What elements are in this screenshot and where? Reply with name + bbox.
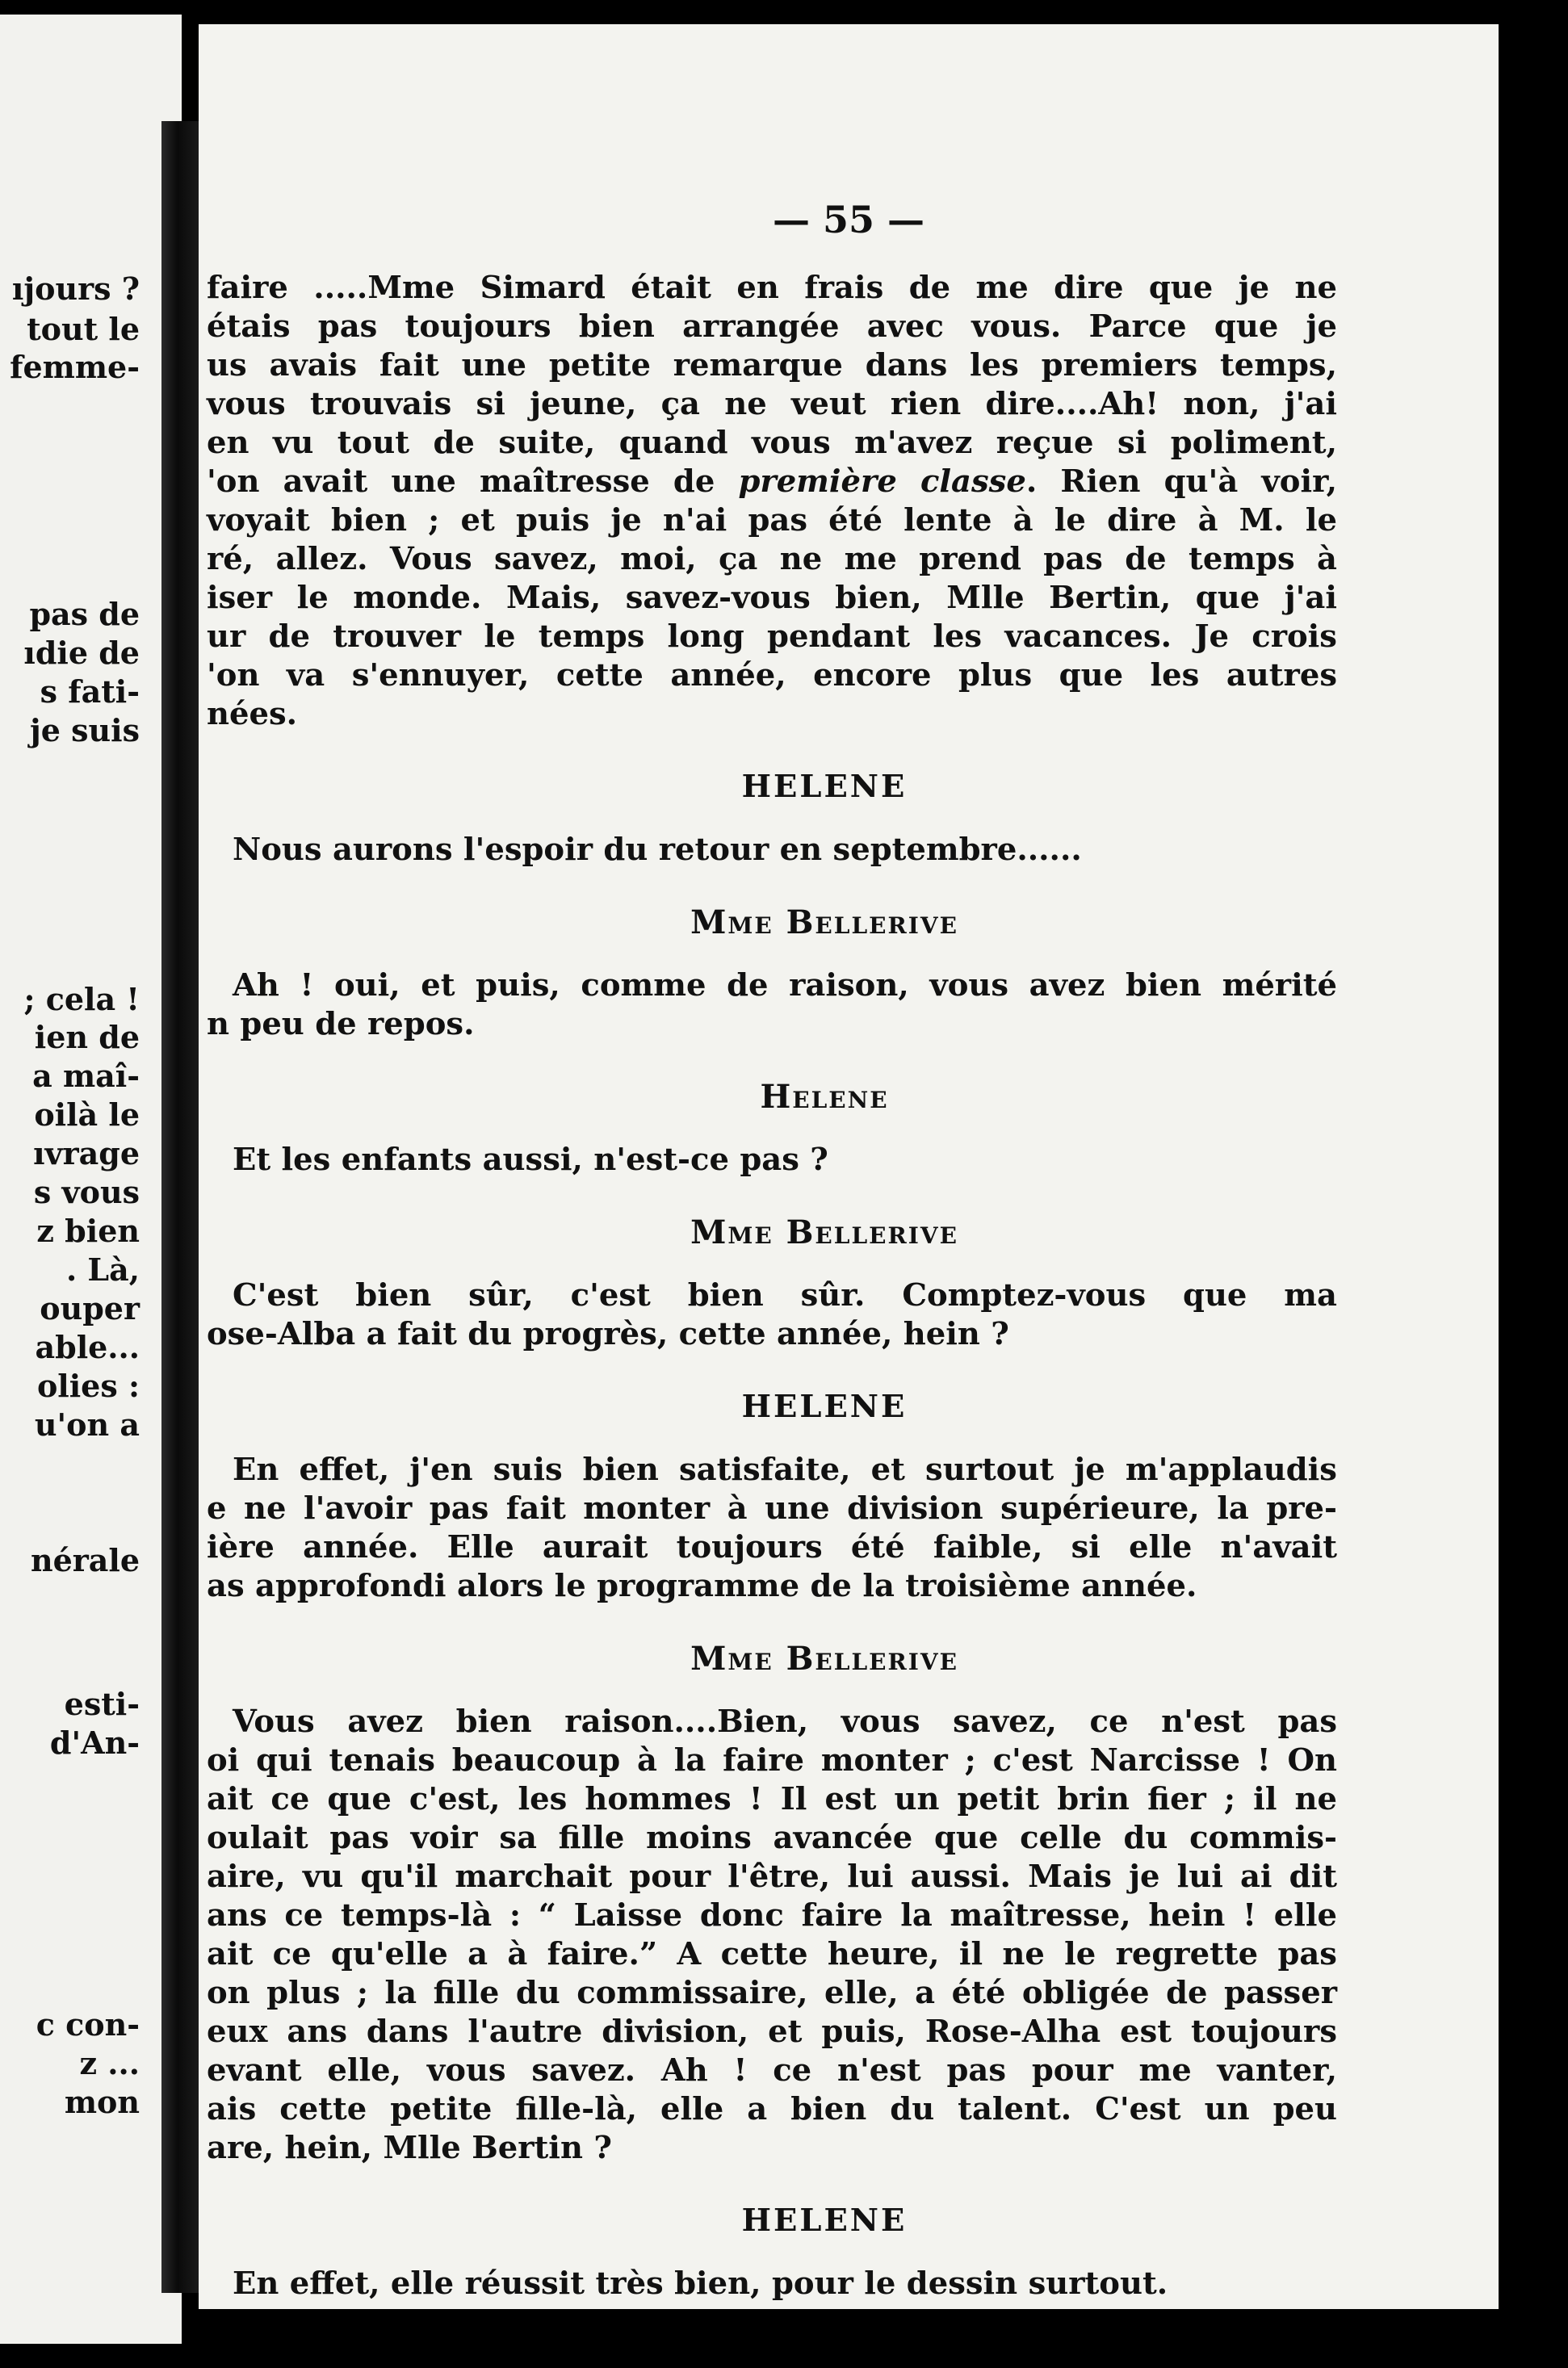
text-line: ais cette petite fille-là, elle a bien du talent. C'est un peu xyxy=(207,2091,1337,2127)
left-page-line: z bien xyxy=(36,1213,140,1249)
text-line: étais pas toujours bien arrangée avec vous. Parce que je xyxy=(207,308,1337,345)
text-line: as approfondi alors le programme de la troisième année. xyxy=(207,1568,1197,1604)
text-line: oulait pas voir sa fille moins avancée que celle du commis- xyxy=(207,1820,1337,1856)
dialogue-paragraph xyxy=(207,269,1337,734)
text-line: eux ans dans l'autre division, et puis, Rose-Alha est toujours xyxy=(207,2014,1337,2050)
left-page-fragment xyxy=(0,15,182,2344)
text-line: en vu tout de suite, quand vous m'avez reçue si poliment, xyxy=(207,425,1337,461)
left-page-line: c con- xyxy=(36,2006,140,2043)
left-page-line: able... xyxy=(35,1329,140,1365)
text-line: oi qui tenais beaucoup à la faire monter ; c'est Narcisse ! On xyxy=(207,1742,1337,1779)
speaker-name: Mme Bellerive xyxy=(690,1640,958,1678)
text-line: Ah ! oui, et puis, comme de raison, vous avez bien mérité xyxy=(233,967,1337,1004)
speaker-name: Mme Bellerive xyxy=(690,1213,958,1251)
text-line: e ne l'avoir pas fait monter à une division supérieure, la pre- xyxy=(207,1490,1337,1527)
page-number: — 55 — xyxy=(772,198,925,241)
dialogue-paragraph xyxy=(207,1703,1337,2168)
text-line: En effet, j'en suis bien satisfaite, et surtout je m'applaudis xyxy=(233,1452,1337,1488)
text-line: iser le monde. Mais, savez-vous bien, Mlle Bertin, que j'ai xyxy=(207,580,1337,616)
left-page-line: femme- xyxy=(10,349,140,385)
speaker-name: HELENE xyxy=(741,2202,908,2239)
left-page-line: s vous xyxy=(33,1174,140,1210)
text-line: n peu de repos. xyxy=(207,1006,475,1042)
text-line: on plus ; la fille du commissaire, elle, a été obligée de passer xyxy=(207,1975,1337,2011)
left-page-line: ıdie de xyxy=(23,635,140,671)
dialogue-paragraph xyxy=(207,1141,1337,1180)
text-line: evant elle, vous savez. Ah ! ce n'est pas pour me vanter, xyxy=(207,2052,1337,2089)
left-page-line: nérale xyxy=(30,1542,140,1578)
left-page-line: u'on a xyxy=(34,1406,140,1443)
text-line: C'est bien sûr, c'est bien sûr. Comptez-vous que ma xyxy=(233,1277,1337,1314)
speaker-name: HELENE xyxy=(741,769,908,805)
left-page-line: a maî- xyxy=(32,1058,140,1094)
text-line: ait ce qu'elle a à faire.” A cette heure, il ne le regrette pas xyxy=(207,1936,1337,1972)
text-line: ré, allez. Vous savez, moi, ça ne me prend pas de temps à xyxy=(207,541,1337,577)
scan-border xyxy=(1499,24,1568,2309)
left-page-line: oilà le xyxy=(34,1096,140,1133)
text-line: us avais fait une petite remarque dans les premiers temps, xyxy=(207,347,1337,383)
left-page-line: z ... xyxy=(79,2045,140,2081)
left-page-line: s fati- xyxy=(40,673,140,710)
book-gutter xyxy=(161,121,202,2293)
page-body xyxy=(207,269,1337,2303)
dialogue-paragraph xyxy=(207,831,1337,870)
text-line: 'on va s'ennuyer, cette année, encore plus que les autres xyxy=(207,657,1337,694)
left-page-line: tout le xyxy=(27,311,140,347)
dialogue-paragraph xyxy=(207,2265,1337,2303)
left-page-line: olies : xyxy=(36,1368,140,1404)
text-line: voyait bien ; et puis je n'ai pas été lente à le dire à M. le xyxy=(207,502,1337,539)
left-page-line: ıvrage xyxy=(33,1135,140,1171)
left-page-line: esti- xyxy=(64,1686,140,1722)
dialogue-paragraph xyxy=(207,1276,1337,1354)
text-line: faire .....Mme Simard était en frais de me dire que je ne xyxy=(207,270,1337,306)
text-line: are, hein, Mlle Bertin ? xyxy=(207,2130,612,2166)
left-page-line: pas de xyxy=(29,596,140,632)
text-line: ière année. Elle aurait toujours été faible, si elle n'avait xyxy=(207,1529,1337,1565)
text-line: 'on avait une maîtresse de première classe. Rien qu'à voir, xyxy=(207,463,1337,500)
text-line: ait ce que c'est, les hommes ! Il est un petit brin fier ; il ne xyxy=(207,1781,1337,1817)
text-line: En effet, elle réussit très bien, pour le dessin surtout. xyxy=(233,2265,1168,2302)
text-line: vous trouvais si jeune, ça ne veut rien dire....Ah! non, j'ai xyxy=(207,386,1337,422)
text-line: Vous avez bien raison....Bien, vous savez, ce n'est pas xyxy=(233,1704,1337,1740)
text-line: Nous aurons l'espoir du retour en septembre...... xyxy=(233,832,1082,868)
text-line: ur de trouver le temps long pendant les vacances. Je crois xyxy=(207,618,1337,655)
speaker-name: Mme Bellerive xyxy=(690,903,958,941)
text-line: ose-Alba a fait du progrès, cette année, hein ? xyxy=(207,1316,1009,1352)
left-page-line: ien de xyxy=(34,1019,140,1055)
dialogue-paragraph xyxy=(207,1451,1337,1606)
left-page-line: ; cela ! xyxy=(23,981,140,1017)
left-page-line: mon xyxy=(64,2084,140,2120)
speaker-name: HELENE xyxy=(741,1389,908,1425)
left-page-line: . Là, xyxy=(65,1251,140,1288)
left-page-line: ıjours ? xyxy=(11,270,140,307)
text-line: aire, vu qu'il marchait pour l'être, lui aussi. Mais je lui ai dit xyxy=(207,1859,1337,1895)
dialogue-paragraph xyxy=(207,966,1337,1044)
text-line: ans ce temps-là : “ Laisse donc faire la maîtresse, hein ! elle xyxy=(207,1897,1337,1934)
speaker-name: Helene xyxy=(760,1078,889,1116)
left-page-line: d'An- xyxy=(49,1725,140,1761)
right-page xyxy=(199,24,1499,2309)
left-page-line: je suis xyxy=(29,712,140,748)
text-line: Et les enfants aussi, n'est-ce pas ? xyxy=(233,1142,828,1178)
text-line: nées. xyxy=(207,696,298,732)
left-page-line: ouper xyxy=(40,1290,140,1326)
